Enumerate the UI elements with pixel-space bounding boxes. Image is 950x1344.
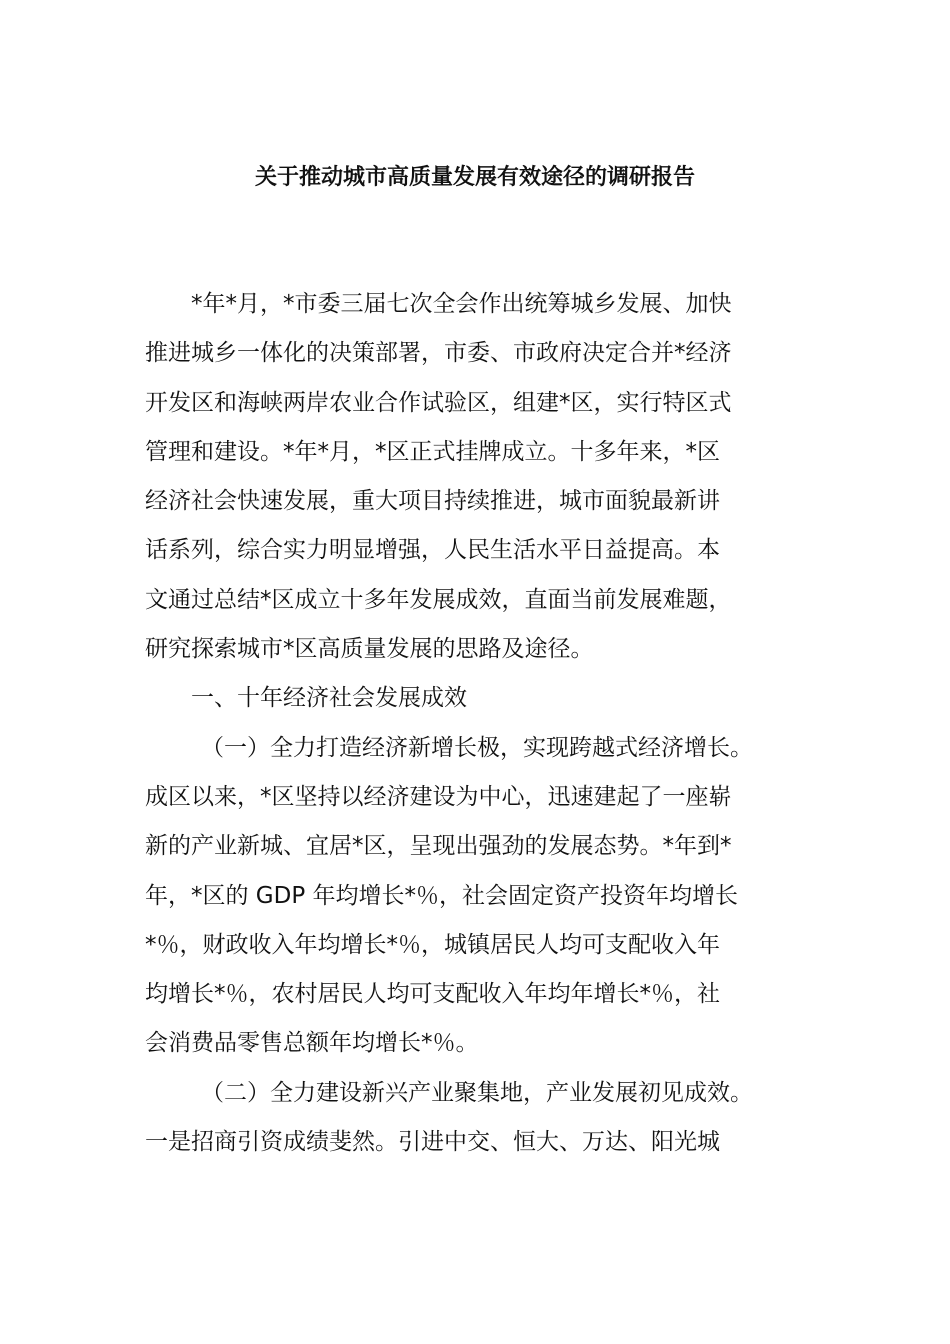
text-line: 话系列，综合实力明显增强，人民生活水平日益提高。本 bbox=[145, 537, 720, 564]
text-line: 研究探索城市*区高质量发展的思路及途径。 bbox=[145, 636, 594, 663]
text-line: 年，*区的 GDP 年均增长*％，社会固定资产投资年均增长 bbox=[145, 882, 739, 909]
text-line: （二）全力建设新兴产业聚集地，产业发展初见成效。 bbox=[201, 1079, 753, 1106]
text-line: 会消费品零售总额年均增长*％。 bbox=[145, 1030, 479, 1057]
document-body bbox=[145, 280, 845, 1167]
paragraph-subsection-2 bbox=[145, 1069, 845, 1168]
text-line: *年*月，*市委三届七次全会作出统筹城乡发展、加快 bbox=[191, 291, 732, 317]
text-line: 管理和建设。*年*月，*区正式挂牌成立。十多年来，*区 bbox=[145, 438, 720, 465]
section-heading-1 bbox=[145, 674, 845, 723]
paragraph-subsection-1 bbox=[145, 724, 845, 1069]
paragraph-intro bbox=[145, 280, 845, 674]
text-line: （一）全力打造经济新增长极，实现跨越式经济增长。 bbox=[201, 734, 753, 761]
section-heading-text: 一、十年经济社会发展成效 bbox=[191, 685, 467, 712]
text-line: 一是招商引资成绩斐然。引进中交、恒大、万达、阳光城 bbox=[145, 1129, 720, 1156]
text-line: 文通过总结*区成立十多年发展成效，直面当前发展难题， bbox=[145, 586, 732, 613]
text-line: 均增长*％，农村居民人均可支配收入年均年增长*％，社 bbox=[145, 981, 720, 1008]
text-line: 推进城乡一体化的决策部署，市委、市政府决定合并*经济 bbox=[145, 340, 732, 367]
text-line: *％，财政收入年均增长*％，城镇居民人均可支配收入年 bbox=[145, 931, 720, 958]
text-line: 开发区和海峡两岸农业合作试验区，组建*区，实行特区式 bbox=[145, 389, 732, 416]
text-line: 经济社会快速发展，重大项目持续推进，城市面貌最新讲 bbox=[145, 488, 720, 515]
document-title: 关于推动城市高质量发展有效途径的调研报告 bbox=[254, 165, 695, 190]
text-line: 成区以来，*区坚持以经济建设为中心，迅速建起了一座崭 bbox=[145, 783, 732, 810]
text-line: 新的产业新城、宜居*区，呈现出强劲的发展态势。*年到* bbox=[145, 833, 732, 860]
